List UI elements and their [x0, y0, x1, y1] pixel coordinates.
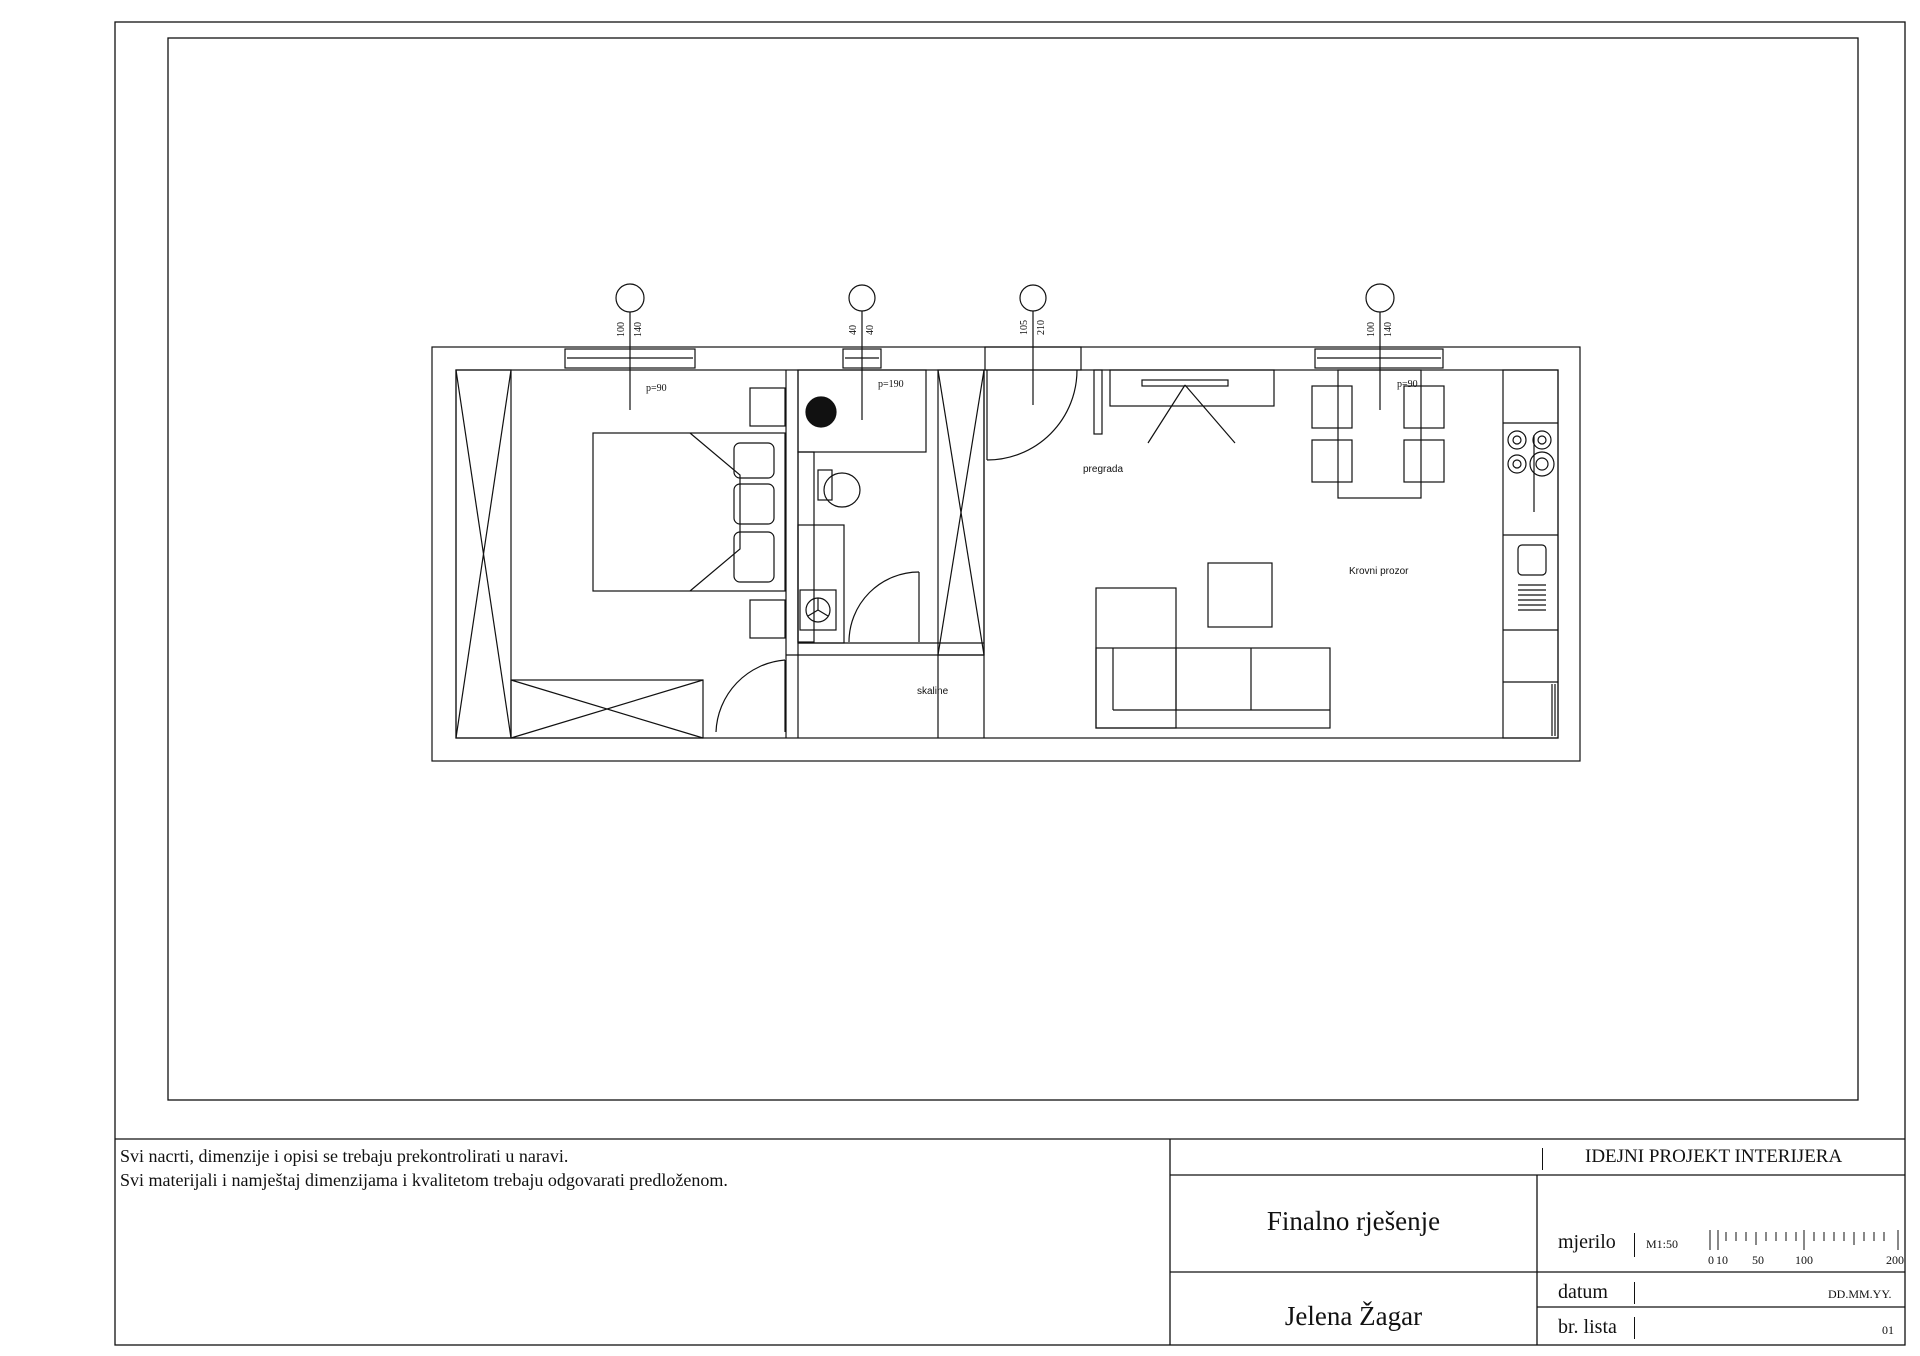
partition [1094, 370, 1102, 434]
sofa [1096, 588, 1330, 728]
label-stairs: skaline [917, 686, 949, 697]
window-3-sill: 105 [1019, 320, 1030, 335]
bathroom-sink [798, 525, 844, 643]
kitchen-sink [1518, 545, 1546, 610]
stove [1508, 431, 1554, 476]
desk [1110, 370, 1274, 406]
sheet-label: br. lista [1558, 1316, 1617, 1338]
scale-value: M1:50 [1646, 1237, 1679, 1251]
scale-tick-50: 50 [1752, 1253, 1764, 1267]
scale-bar [1710, 1230, 1898, 1250]
kitchen-counter [1503, 370, 1558, 738]
drawing-title: Finalno rješenje [1266, 1206, 1441, 1236]
nightstand-bottom [750, 600, 785, 638]
outer-wall [432, 347, 1580, 761]
parapet-label-1: p=90 [646, 383, 667, 394]
window-2-sill: 40 [848, 325, 859, 335]
sheet-number: 01 [1882, 1323, 1894, 1337]
inner-frame [168, 38, 1858, 1100]
note-line-1: Svi nacrti, dimenzije i opisi se trebaju prekontrolirati u naravi. [120, 1146, 569, 1166]
window-1-sill: 100 [616, 322, 627, 337]
scale-tick-100: 100 [1795, 1253, 1813, 1267]
label-partition: pregrada [1083, 464, 1124, 475]
marker-2 [849, 285, 875, 420]
date-value: DD.MM.YY. [1828, 1287, 1892, 1301]
project-type: IDEJNI PROJEKT INTERIJERA [1585, 1146, 1843, 1167]
date-label: datum [1558, 1281, 1608, 1303]
marker-3 [1020, 285, 1046, 405]
inner-wall [456, 370, 1558, 738]
note-line-2: Svi materijali i namještaj dimenzijama i kvalitetom trebaju odgovarati predloženom. [120, 1170, 728, 1190]
scale-label: mjerilo [1558, 1231, 1616, 1253]
separator-sheet [1634, 1317, 1635, 1339]
scale-tick-10: 10 [1716, 1253, 1728, 1267]
separator-project [1542, 1148, 1543, 1170]
radiator [1552, 684, 1555, 736]
window-4-height: 140 [1383, 322, 1394, 337]
floor-plan [432, 284, 1580, 761]
parapet-label-2: p=190 [878, 379, 904, 390]
separator-scale [1634, 1233, 1635, 1257]
nightstand-top [750, 388, 785, 426]
coffee-table [1208, 563, 1272, 627]
window-4-sill: 100 [1366, 322, 1377, 337]
bed [593, 433, 785, 591]
toilet [824, 473, 860, 507]
label-skylight: Krovni prozor [1349, 566, 1409, 577]
scale-tick-200: 200 [1886, 1253, 1904, 1267]
window-2-height: 40 [865, 325, 876, 335]
window-3-height: 210 [1036, 320, 1047, 335]
window-4 [1315, 349, 1443, 368]
separator-date [1634, 1282, 1635, 1304]
author-name: Jelena Žagar [1284, 1301, 1423, 1331]
scale-tick-0: 0 [1708, 1253, 1714, 1267]
parapet-label-3: p=90 [1397, 379, 1418, 390]
window-1-height: 140 [633, 322, 644, 337]
